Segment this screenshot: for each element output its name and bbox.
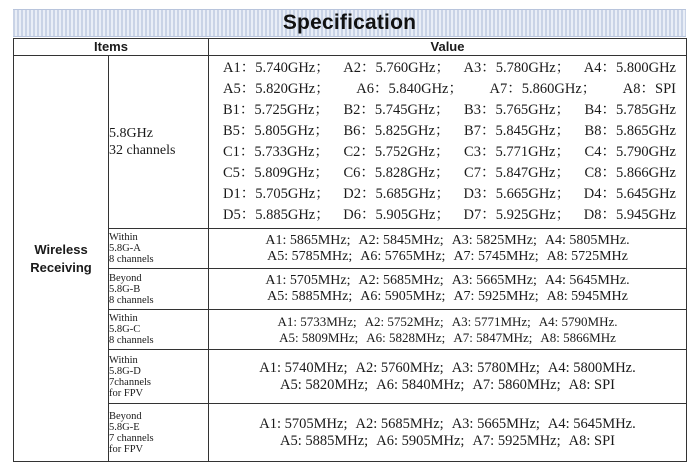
- channel-value: B6：5.825GHz；: [343, 123, 450, 139]
- channel-value: A1: 5733MHz;: [277, 313, 357, 329]
- channel-value: C1：5.733GHz；: [223, 144, 329, 160]
- channel-value: B4：5.785GHz: [584, 102, 676, 118]
- channel-value: B5：5.805GHz；: [223, 123, 329, 139]
- band-label-line: Beyond: [109, 410, 142, 422]
- channel-value: A4: 5800MHz.: [547, 359, 636, 376]
- channel-value: B8：5.865GHz: [584, 123, 676, 139]
- channel-value: A8: 5866MHz: [540, 329, 616, 345]
- channel-value: A6: 5765MHz;: [360, 248, 446, 264]
- band-label-line: Within: [109, 313, 138, 324]
- channel-value: D1：5.705GHz；: [223, 186, 330, 202]
- band-label-line: 7 channels: [109, 432, 154, 444]
- value-row: [223, 163, 676, 184]
- value-row: [223, 100, 676, 121]
- channel-value: A6: 5840MHz;: [376, 376, 465, 393]
- channel-value: A4: 5805MHz.: [544, 232, 630, 248]
- channel-value: A7: 5860MHz;: [472, 376, 561, 393]
- channel-value: A7: 5745MHz;: [453, 248, 539, 264]
- value-row: [209, 360, 686, 377]
- band-label-line: for FPV: [109, 443, 144, 455]
- value-row: [209, 330, 686, 346]
- band-label-line: 8 channels: [109, 254, 154, 265]
- channel-value: B1：5.725GHz；: [223, 102, 329, 118]
- channel-value: B7：5.845GHz；: [464, 123, 570, 139]
- group-label-line: 32 channels: [109, 143, 176, 158]
- band-values: [209, 273, 686, 305]
- value-row: [209, 314, 686, 330]
- channel-value: A8: 5725MHz: [546, 248, 628, 264]
- channel-value: D7：5.925GHz；: [463, 207, 571, 223]
- band-d-row: [14, 350, 687, 404]
- band-label-line: 5.8G-D: [109, 365, 141, 377]
- channel-value: A3：5.780GHz；: [463, 60, 571, 76]
- channel-value: A2: 5685MHz;: [358, 273, 444, 288]
- channel-value: A4: 5645MHz.: [547, 415, 636, 432]
- band-b-label: [109, 269, 209, 310]
- band-label-line: for FPV: [109, 387, 144, 399]
- band-label-line: Beyond: [109, 272, 142, 284]
- channel-value: A5: 5809MHz;: [279, 329, 359, 345]
- channel-value: C5：5.809GHz；: [223, 165, 329, 181]
- channel-value: D3：5.665GHz；: [463, 186, 571, 202]
- channel-value: A1：5.740GHz；: [223, 60, 330, 76]
- channel-value: A6：5.840GHz；: [356, 81, 463, 97]
- wireless-receiving-label: [14, 56, 109, 462]
- title-bar: [13, 9, 686, 37]
- channel-value: A2：5.760GHz；: [343, 60, 450, 76]
- band-c-label: [109, 310, 209, 350]
- channel-value: A4：5.800GHz: [583, 60, 676, 76]
- channel-value: A7: 5925MHz;: [453, 289, 539, 304]
- channel-value: C4：5.790GHz: [584, 144, 676, 160]
- channel-value: A6: 5905MHz;: [376, 432, 465, 449]
- group-58ghz-label: [109, 56, 209, 229]
- value-row: [209, 377, 686, 394]
- value-row: [223, 184, 676, 205]
- channel-value: A8: SPI: [568, 376, 615, 393]
- band-a-row: [14, 229, 687, 269]
- spec-table: [13, 38, 687, 462]
- value-row: [223, 142, 676, 163]
- channel-value: A3: 5665MHz;: [451, 415, 540, 432]
- band-label-line: 7channels: [109, 376, 151, 388]
- value-row: [209, 249, 686, 265]
- channel-value: A3: 5665MHz;: [451, 273, 537, 288]
- channel-value: D6：5.905GHz；: [343, 207, 450, 223]
- channel-value: C7：5.847GHz；: [464, 165, 570, 181]
- band-a-values: [209, 229, 687, 269]
- channel-value: A7: 5847MHz;: [453, 329, 533, 345]
- band-b-row: [14, 269, 687, 310]
- band-values: [209, 233, 686, 265]
- channel-value: A4: 5790MHz.: [538, 313, 618, 329]
- value-row: [223, 58, 676, 79]
- channel-value: A2: 5845MHz;: [358, 232, 444, 248]
- channel-value: A1: 5740MHz;: [259, 359, 348, 376]
- channel-value: A2: 5752MHz;: [364, 313, 444, 329]
- channel-value: C3：5.771GHz；: [464, 144, 570, 160]
- band-e-row: [14, 404, 687, 462]
- value-row: [209, 273, 686, 289]
- channel-value: A8: 5945MHz: [546, 289, 628, 304]
- band-d-values: [209, 350, 687, 404]
- band-e-values: [209, 404, 687, 462]
- channel-value: D8：5.945GHz: [583, 207, 676, 223]
- channel-value: C2：5.752GHz；: [343, 144, 450, 160]
- channel-value: A3: 5771MHz;: [451, 313, 531, 329]
- band-values: [209, 416, 686, 450]
- band-values: [209, 314, 686, 346]
- group-58ghz-row: [14, 56, 687, 229]
- band-d-label: [109, 350, 209, 404]
- band-a-label: [109, 229, 209, 269]
- channel-value: A1: 5865MHz;: [265, 232, 351, 248]
- group-label-line: 5.8GHz: [109, 126, 153, 141]
- band-values: [209, 360, 686, 394]
- channel-value: A3: 5825MHz;: [451, 232, 537, 248]
- channel-value: A1: 5705MHz;: [265, 273, 351, 288]
- band-label-line: 5.8G-E: [109, 421, 140, 433]
- channel-value: A2: 5760MHz;: [355, 359, 444, 376]
- channel-value: A5：5.820GHz；: [223, 81, 330, 97]
- band-c-row: [14, 310, 687, 350]
- value-row: [223, 79, 676, 100]
- channel-value: B2：5.745GHz；: [343, 102, 450, 118]
- page-title: Specification: [282, 11, 417, 34]
- channel-value: A6: 5905MHz;: [360, 289, 446, 304]
- value-row: [223, 121, 676, 142]
- channel-value: A7: 5925MHz;: [472, 432, 561, 449]
- channel-value: A5: 5820MHz;: [280, 376, 369, 393]
- channel-value: A7：5.860GHz；: [489, 81, 597, 97]
- value-row: [223, 205, 676, 226]
- band-label-line: Within: [109, 354, 138, 366]
- items-header: Items: [14, 39, 209, 56]
- wireless-label-line: Receiving: [30, 259, 92, 275]
- channel-value: A5: 5885MHz;: [280, 432, 369, 449]
- band-label-line: 5.8G-C: [109, 324, 141, 335]
- channel-value: A8: SPI: [568, 432, 615, 449]
- channel-value: D2：5.685GHz；: [343, 186, 450, 202]
- channel-value: A3: 5780MHz;: [451, 359, 540, 376]
- band-label-line: 8 channels: [109, 335, 154, 346]
- band-label-line: Within: [109, 232, 138, 243]
- channel-value: A6: 5828MHz;: [366, 329, 446, 345]
- value-row: [209, 433, 686, 450]
- band-label-line: 5.8G-B: [109, 283, 141, 295]
- channel-value: B3：5.765GHz；: [464, 102, 570, 118]
- band-c-values: [209, 310, 687, 350]
- value-row: [209, 289, 686, 305]
- channel-value: C6：5.828GHz；: [343, 165, 450, 181]
- channel-value: D5：5.885GHz；: [223, 207, 330, 223]
- value-row: [209, 233, 686, 249]
- band-label-line: 5.8G-A: [109, 243, 141, 254]
- channel-value: A8：SPI: [622, 81, 676, 97]
- channel-value: A1: 5705MHz;: [259, 415, 348, 432]
- channel-value: A5: 5785MHz;: [267, 248, 353, 264]
- band-label-line: 8 channels: [109, 294, 154, 306]
- channel-value: A4: 5645MHz.: [544, 273, 630, 288]
- group-58ghz-values: [209, 56, 687, 229]
- channel-value: D4：5.645GHz: [583, 186, 676, 202]
- channel-value: A2: 5685MHz;: [355, 415, 444, 432]
- header-row: [14, 39, 687, 56]
- band-b-values: [209, 269, 687, 310]
- channel-value: C8：5.866GHz: [584, 165, 676, 181]
- channel-value: A5: 5885MHz;: [267, 289, 353, 304]
- channel-grid: [209, 56, 686, 228]
- value-header: Value: [209, 39, 687, 56]
- band-e-label: [109, 404, 209, 462]
- wireless-label-line: Wireless: [34, 241, 88, 257]
- value-row: [209, 416, 686, 433]
